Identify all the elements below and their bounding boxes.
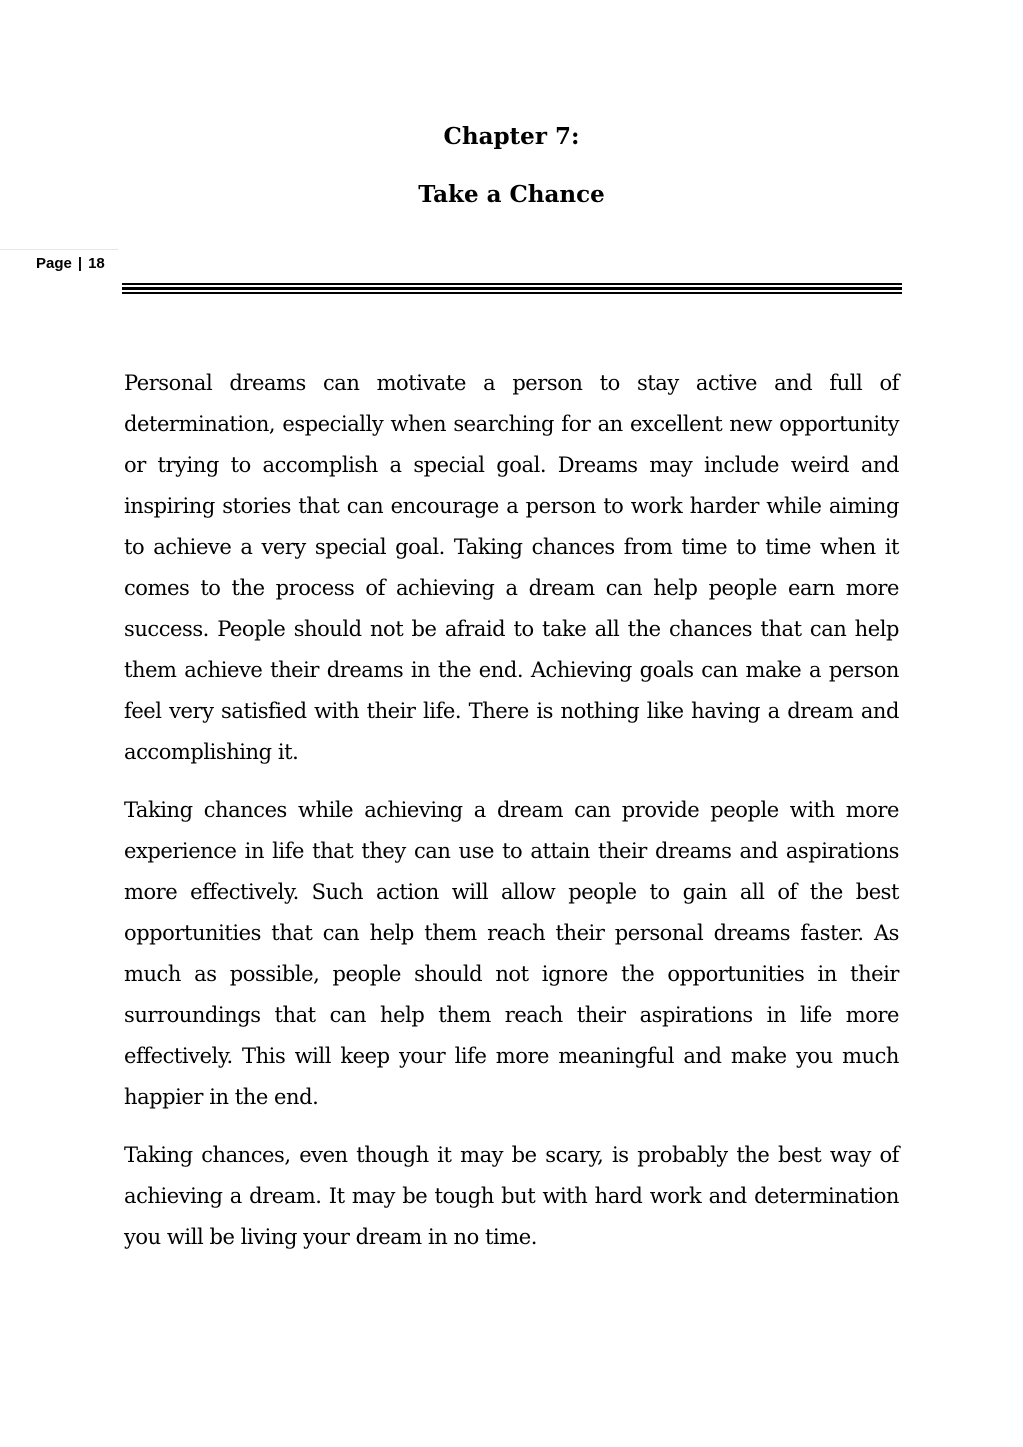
page-number: 18	[88, 255, 105, 272]
page-number-label	[36, 253, 105, 275]
paragraph-1: Personal dreams can motivate a person to stay active and full of determination, especially when searching for an excellent new opportunity or trying to accomplish a special goal. Dreams may include weird and inspiring stories that can encourage a person to work harder while aiming to achieve a very special goal. Taking chances from time to time when it comes to the process of achieving a dream can help people earn more success. People should not be afraid to take all the chances that can help them achieve their dreams in the end. Achieving goals can make a person feel very satisfied with their life. There is nothing like having a dream and accomplishing it.	[124, 371, 899, 764]
chapter-title: Take a Chance	[418, 181, 605, 208]
page-label-rule	[0, 249, 118, 250]
header-divider	[122, 283, 902, 294]
chapter-number: Chapter 7:	[443, 123, 580, 150]
divider-line-middle	[122, 287, 902, 290]
divider-line-bottom	[122, 292, 902, 294]
chapter-body	[124, 363, 899, 1275]
page-separator: |	[77, 255, 83, 272]
divider-line-top	[122, 283, 902, 285]
paragraph-3: Taking chances, even though it may be scary, is probably the best way of achieving a dream. It may be tough but with hard work and determination you will be living your dream in no time.	[124, 1143, 899, 1249]
page-word: Page	[36, 255, 72, 272]
paragraph-2: Taking chances while achieving a dream can provide people with more experience in life that they can use to attain their dreams and aspirations more effectively. Such action will allow people to gain all of the best opportunities that can help them reach their personal dreams faster. As much as possible, people should not ignore the opportunities in their surroundings that can help them reach their aspirations in life more effectively. This will keep your life more meaningful and make you much happier in the end.	[124, 798, 899, 1109]
